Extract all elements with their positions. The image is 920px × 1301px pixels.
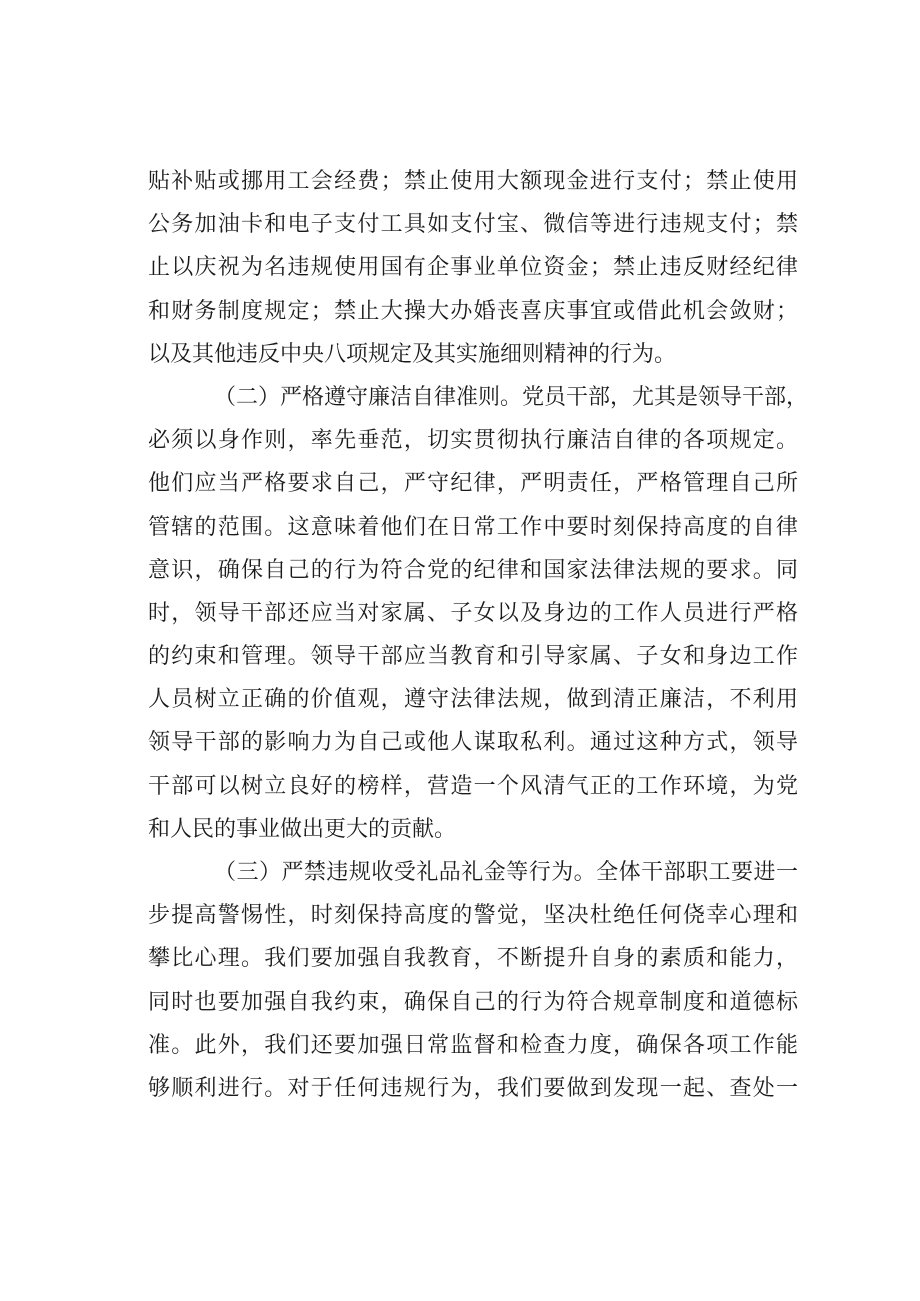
text-line: 管辖的范围。这意味着他们在日常工作中要时刻保持高度的自律 [148,514,798,540]
text-line: 干部可以树立良好的榜样，营造一个风清气正的工作环境，为党 [148,773,798,799]
text-line: 必须以身作则，率先垂范，切实贯彻执行廉洁自律的各项规定。 [148,428,798,454]
paragraph-heading-line: （二）严格遵守廉洁自律准则。党员干部，尤其是领导干部， [214,384,809,410]
text-line: 攀比心理。我们要加强自我教育，不断提升自身的素质和能力， [148,946,798,972]
text-line: 和财务制度规定；禁止大操大办婚丧喜庆事宜或借此机会敛财； [148,298,798,324]
text-line: 以及其他违反中央八项规定及其实施细则精神的行为。 [148,341,677,367]
paragraph-heading-line: （三）严禁违规收受礼品礼金等行为。全体干部职工要进一 [214,860,798,885]
text-line: 贴补贴或挪用工会经费；禁止使用大额现金进行支付；禁止使用 [148,169,798,194]
text-line: 公务加油卡和电子支付工具如支付宝、微信等进行违规支付；禁 [148,212,798,238]
text-line: 止以庆祝为名违规使用国有企事业单位资金；禁止违反财经纪律 [148,255,798,281]
text-line: 够顺利进行。对于任何违规行为，我们要做到发现一起、查处一 [148,1075,798,1101]
text-line: 和人民的事业做出更大的贡献。 [148,816,457,842]
text-line: 步提高警惕性，时刻保持高度的警觉，坚决杜绝任何侥幸心理和 [148,903,798,929]
text-line: 领导干部的影响力为自己或他人谋取私利。通过这种方式，领导 [148,730,798,756]
text-line: 时，领导干部还应当对家属、子女以及身边的工作人员进行严格 [148,600,798,626]
text-line: 的约束和管理。领导干部应当教育和引导家属、子女和身边工作 [148,644,798,670]
body-text [148,160,809,1110]
text-line: 人员树立正确的价值观，遵守法律法规，做到清正廉洁，不利用 [148,687,798,713]
text-line: 同时也要加强自我约束，确保自己的行为符合规章制度和道德标 [148,989,798,1015]
text-line: 意识，确保自己的行为符合党的纪律和国家法律法规的要求。同 [148,557,798,583]
text-line: 他们应当严格要求自己，严守纪律，严明责任，严格管理自己所 [148,471,798,497]
text-line: 准。此外，我们还要加强日常监督和检查力度，确保各项工作能 [148,1032,798,1058]
